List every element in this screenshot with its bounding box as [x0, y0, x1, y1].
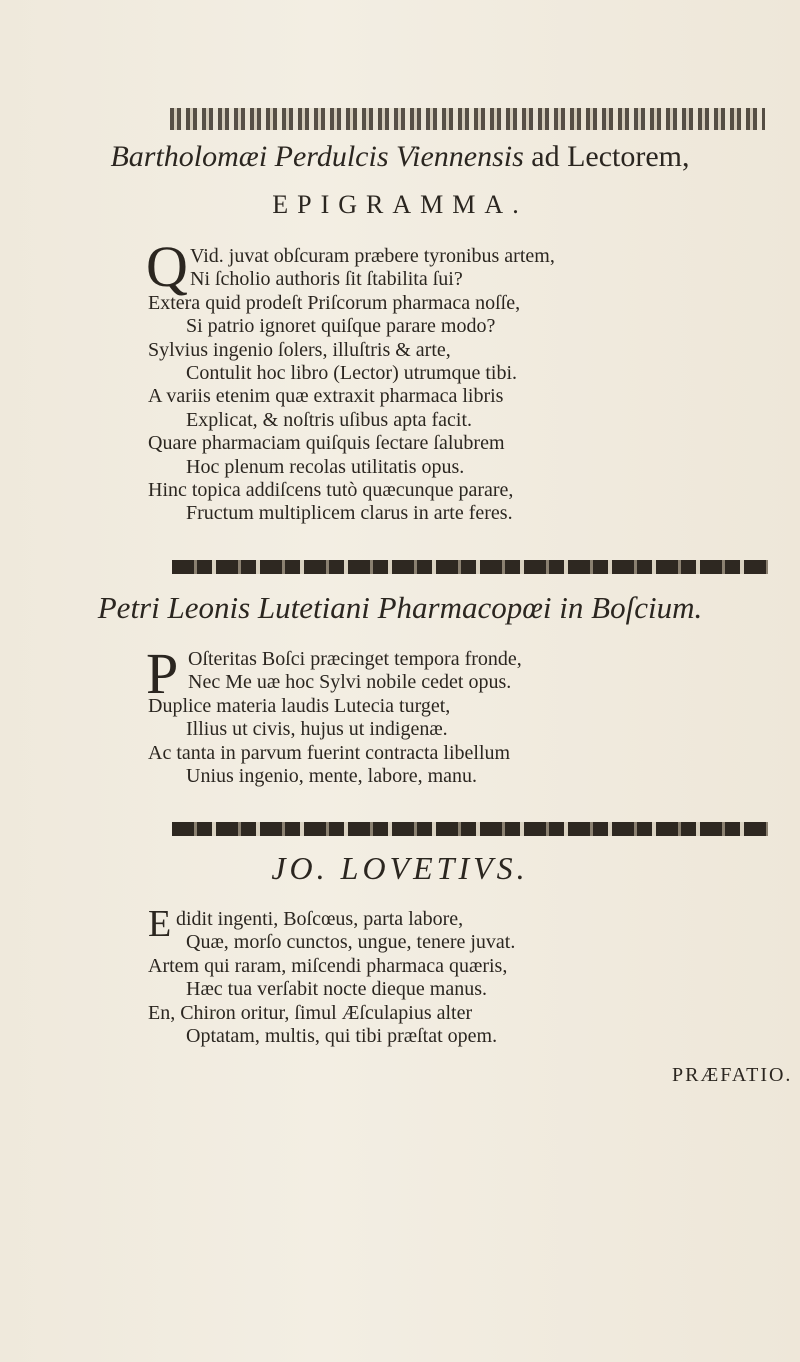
poem-line: Ac tanta in parvum fuerint contracta libellum [148, 741, 511, 764]
leonis-heading: Petri Leonis Lutetiani Pharmacopœi in Boſcium. [97, 590, 703, 625]
poem-line: Oſteritas Boſci præcinget tempora fronde, [188, 648, 522, 670]
poem-line: didit ingenti, Boſcœus, parta labore, [176, 908, 464, 930]
leonis-poem [148, 648, 522, 788]
poem-line: Extera quid prodeſt Priſcorum pharmaca noſſe, [148, 291, 521, 314]
lovetius-heading: JO. LOVETIVS. [271, 850, 529, 886]
poem-line: Contulit hoc libro (Lector) utrumque tibi. [186, 362, 518, 385]
poem-line: A variis etenim quæ extraxit pharmaca libris [148, 385, 504, 408]
heading-author: Bartholomæi Perdulcis Viennensis [110, 140, 524, 173]
poem-line: Hæc tua verſabit nocte dieque manus. [186, 978, 488, 1001]
poem-line: Illius ut civis, hujus ut indigenæ. [186, 718, 448, 741]
epigram-heading [0, 140, 800, 174]
poem-line: Artem qui raram, miſcendi pharmaca quæris, [148, 954, 508, 977]
poem-line: Nec Me uæ hoc Sylvi nobile cedet opus. [188, 671, 512, 694]
epigram-subtitle: EPIGRAMMA. [272, 190, 528, 219]
epigram-poem [148, 245, 555, 526]
poem-line: Ni ſcholio authoris ſit ſtabilita ſui? [190, 268, 463, 291]
ornamental-rule [172, 822, 768, 836]
drop-cap-q: Q [146, 234, 188, 299]
poem-line: En, Chiron oritur, ſimul Æſculapius alter [148, 1001, 473, 1024]
ornamental-rule [172, 560, 768, 574]
ornamental-headpiece [170, 108, 765, 130]
poem-line: Hinc topica addiſcens tutò quæcunque parare, [148, 479, 514, 502]
poem-line: Si patrio ignoret quiſque parare modo? [186, 315, 496, 338]
poem-line: Vid. juvat obſcuram præbere tyronibus artem, [190, 245, 555, 267]
heading-address: ad Lectorem, [531, 140, 690, 173]
poem-line: Hoc plenum recolas utilitatis opus. [186, 455, 465, 478]
drop-cap-e: E [148, 903, 172, 945]
poem-line: Quare pharmaciam quiſquis ſectare ſalubrem [148, 432, 505, 455]
poem-line: Fructum multiplicem clarus in arte feres. [186, 502, 513, 525]
drop-cap-p: P [146, 641, 179, 706]
poem-line: Optatam, multis, qui tibi præſtat opem. [186, 1025, 498, 1048]
catchword: PRÆFATIO. [672, 1064, 793, 1086]
poem-line: Duplice materia laudis Lutecia turget, [148, 694, 451, 717]
poem-line: Unius ingenio, mente, labore, manu. [186, 765, 478, 788]
poem-line: Quæ, morſo cunctos, ungue, tenere juvat. [186, 931, 516, 954]
lovetius-poem [148, 908, 515, 1048]
poem-line: Sylvius ingenio ſolers, illuſtris & arte, [148, 338, 451, 361]
poem-line: Explicat, & noſtris uſibus apta facit. [186, 408, 473, 431]
